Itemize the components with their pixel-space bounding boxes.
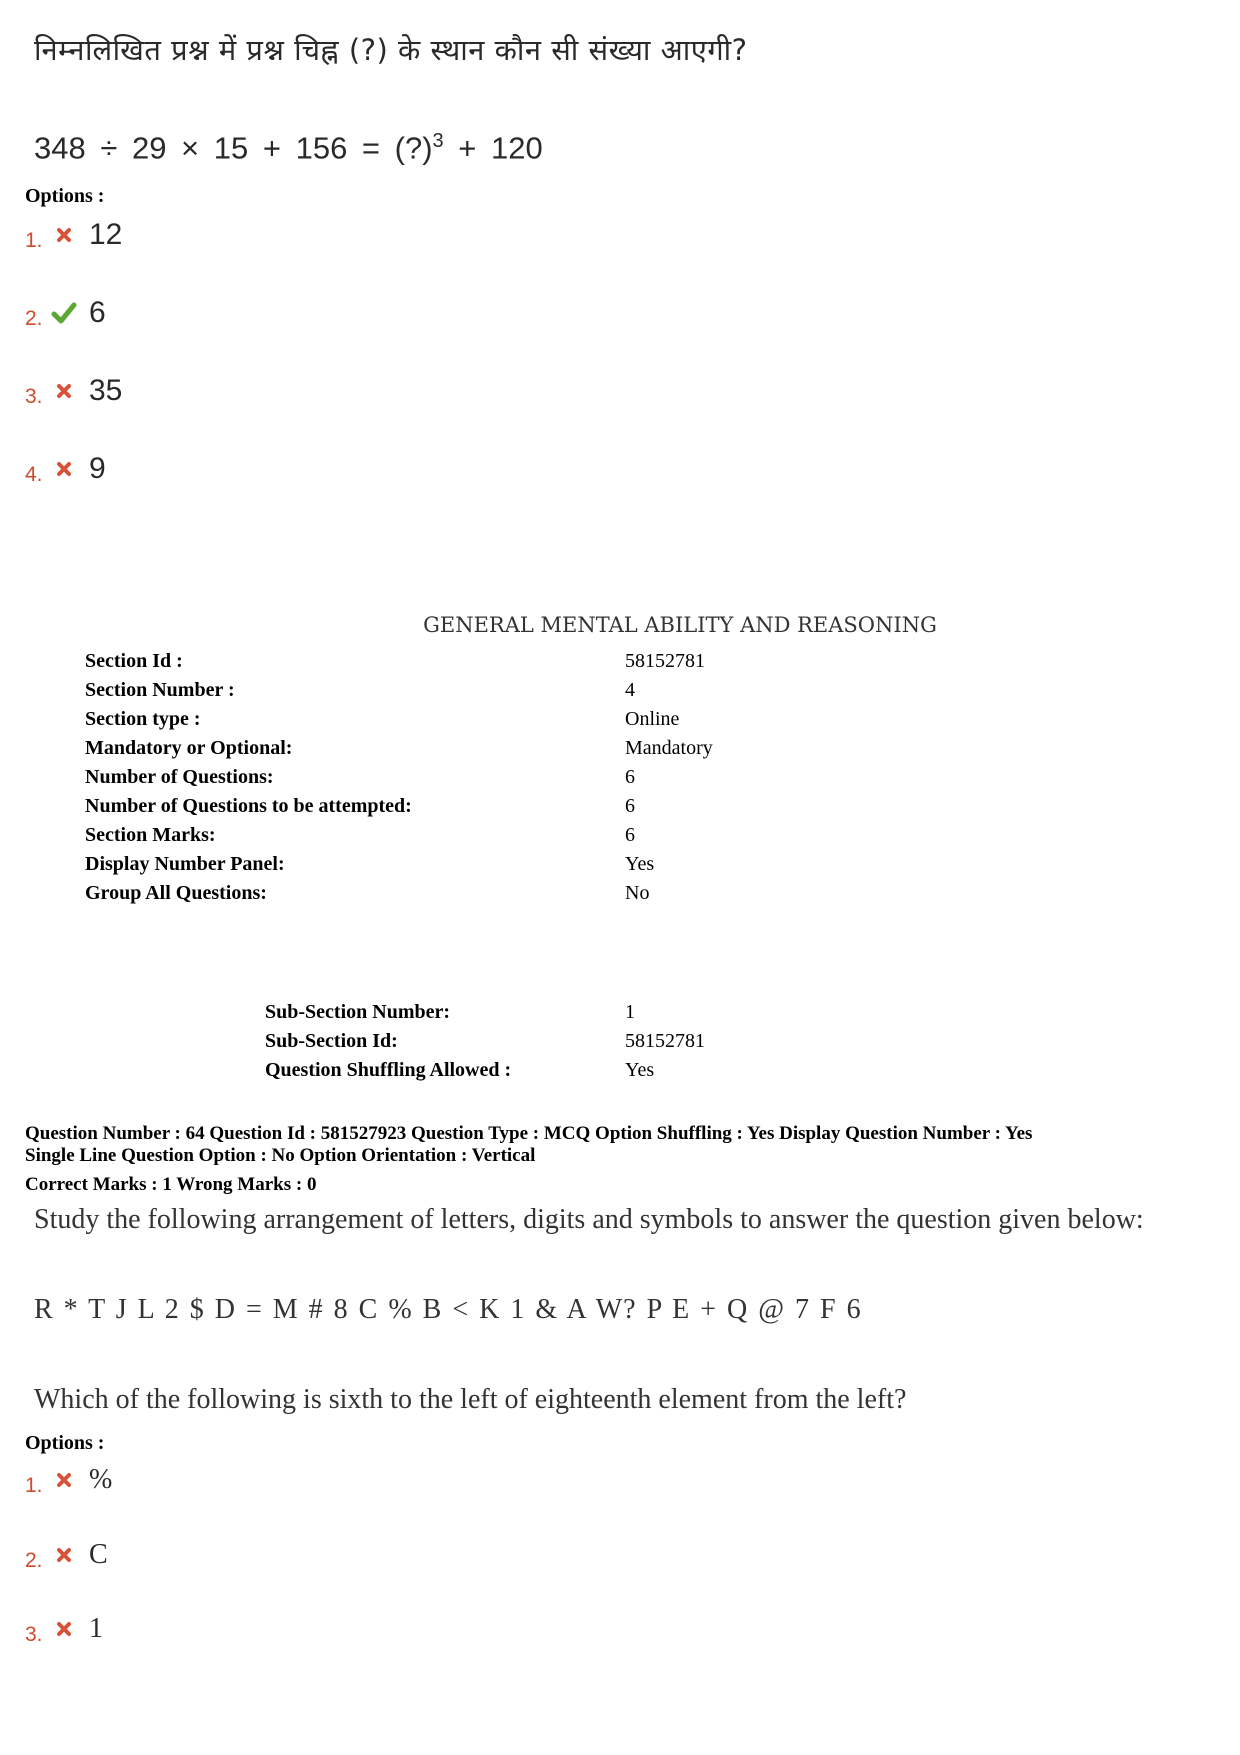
subsection-id-value: 58152781 [625, 1030, 705, 1052]
subsection-id-label: Sub-Section Id: [265, 1030, 398, 1052]
option-number: 2. [25, 307, 43, 330]
wrong-icon [47, 384, 81, 398]
section-type-value: Online [625, 708, 680, 730]
shuffling-value: Yes [625, 1059, 655, 1081]
question-text: Which of the following is sixth to the left of eighteenth element from the left? [34, 1384, 907, 1415]
option-number: 2. [25, 1549, 43, 1572]
display-panel-value: Yes [625, 853, 655, 875]
wrong-icon [47, 228, 81, 242]
wrong-icon [47, 462, 81, 476]
option-text: 9 [89, 452, 106, 485]
option-item[interactable] [25, 371, 122, 411]
options-label: Options : [25, 1432, 105, 1454]
question-meta-line1: Question Number : 64 Question Id : 581527923 Question Type : MCQ Option Shuffling : Yes Display Question Number : Yes [25, 1123, 1033, 1144]
option-item[interactable] [25, 1535, 108, 1575]
wrong-icon [47, 1548, 81, 1562]
subsection-number-label: Sub-Section Number: [265, 1001, 451, 1023]
option-text: C [89, 1539, 108, 1570]
section-id-value: 58152781 [625, 650, 705, 672]
options-label: Options : [25, 185, 105, 207]
mandatory-label: Mandatory or Optional: [85, 737, 293, 759]
option-text: 1 [89, 1613, 103, 1644]
section-type-label: Section type : [85, 708, 201, 730]
option-item[interactable] [25, 1460, 112, 1500]
equation-main: 348 ÷ 29 × 15 + 156 = (?) [34, 130, 433, 166]
question-sequence: R * T J L 2 $ D = M # 8 C % B < K 1 & A W? P E + Q @ 7 F 6 [34, 1294, 862, 1325]
num-questions-label: Number of Questions: [85, 766, 274, 788]
section-number-label: Section Number : [85, 679, 235, 701]
correct-check-icon [47, 302, 81, 324]
option-text: 35 [89, 374, 123, 407]
num-attempt-label: Number of Questions to be attempted: [85, 795, 412, 817]
display-panel-label: Display Number Panel: [85, 853, 285, 875]
section-number-value: 4 [625, 679, 635, 701]
wrong-icon [47, 1473, 81, 1487]
question-marks-line: Correct Marks : 1 Wrong Marks : 0 [25, 1174, 317, 1195]
question-meta-line2: Single Line Question Option : No Option Orientation : Vertical [25, 1145, 536, 1166]
option-text: % [89, 1464, 113, 1495]
option-text: 12 [89, 218, 123, 251]
group-questions-value: No [625, 882, 650, 904]
section-id-label: Section Id : [85, 650, 183, 672]
option-item[interactable] [25, 293, 106, 333]
question-text-hindi: निम्नलिखित प्रश्न में प्रश्न चिह्न (?) के स्थान कौन सी संख्या आएगी? [34, 33, 748, 67]
section-marks-value: 6 [625, 824, 635, 846]
num-attempt-value: 6 [625, 795, 635, 817]
option-item[interactable] [25, 215, 122, 255]
option-number: 1. [25, 229, 43, 252]
option-item[interactable] [25, 1609, 103, 1649]
wrong-icon [47, 1622, 81, 1636]
option-number: 3. [25, 1623, 43, 1646]
option-number: 4. [25, 463, 43, 486]
section-marks-label: Section Marks: [85, 824, 216, 846]
option-item[interactable] [25, 449, 106, 489]
question-instruction: Study the following arrangement of letters, digits and symbols to answer the question given below: [34, 1204, 1144, 1235]
num-questions-value: 6 [625, 766, 635, 788]
option-number: 1. [25, 1474, 43, 1497]
subsection-number-value: 1 [625, 1001, 635, 1023]
group-questions-label: Group All Questions: [85, 882, 267, 904]
question-equation [34, 130, 543, 166]
mandatory-value: Mandatory [625, 737, 713, 759]
option-number: 3. [25, 385, 43, 408]
equation-exponent: 3 [432, 130, 444, 152]
option-text: 6 [89, 296, 106, 329]
shuffling-label: Question Shuffling Allowed : [265, 1059, 512, 1081]
equation-tail: + 120 [443, 130, 543, 166]
section-title: GENERAL MENTAL ABILITY AND REASONING [423, 613, 937, 637]
